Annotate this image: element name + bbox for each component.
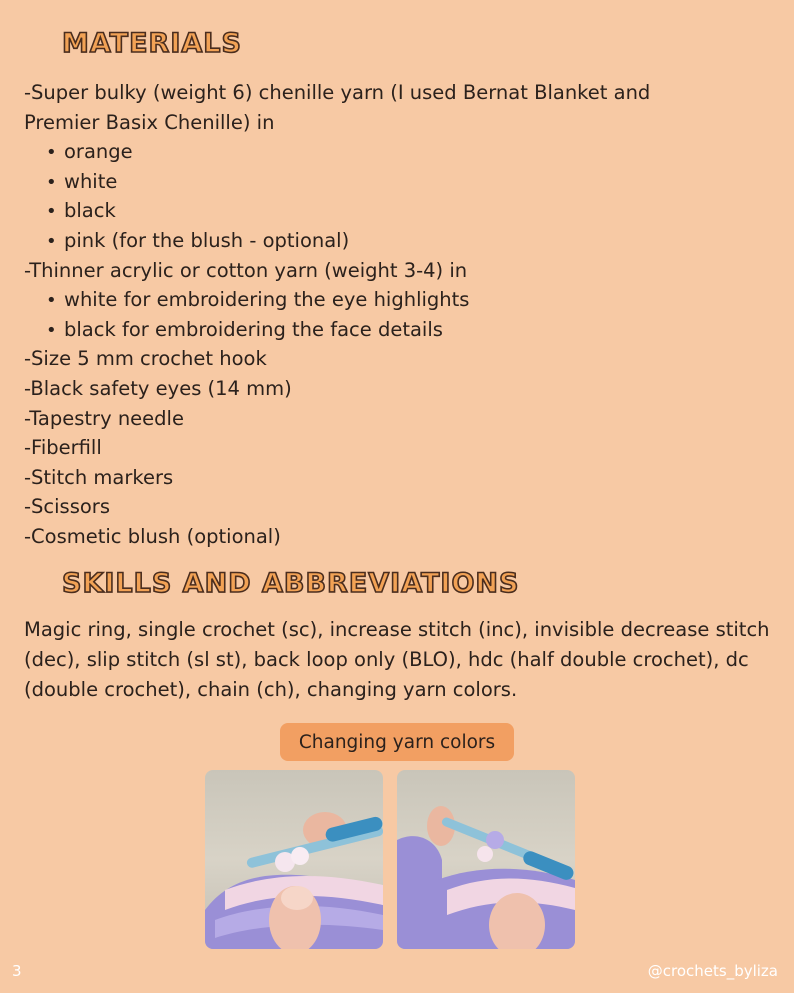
crochet-photo-2-illustration (397, 770, 575, 949)
materials-bullet-item: • black (24, 196, 764, 226)
materials-line: -Fiberfill (24, 436, 102, 460)
materials-line: -Stitch markers (24, 465, 174, 489)
materials-line: -Cosmetic blush (optional) (24, 524, 281, 548)
materials-line: -Thinner acrylic or cotton yarn (weight 3-4) in (24, 258, 468, 282)
materials-bullet-item: • white (24, 167, 764, 197)
crochet-photo-1-illustration (205, 770, 383, 949)
skills-paragraph: Magic ring, single crochet (sc), increase stitch (inc), invisible decrease stitch (dec), slip stitch (sl st), back loop only (BLO), hdc (half double crochet), dc (double crochet), chain (ch), changing yarn colors. (24, 618, 770, 701)
materials-bullet-item: • black for embroidering the face details (24, 315, 764, 345)
author-handle: @crochets_byliza (647, 962, 778, 980)
materials-bullet-item: • white for embroidering the eye highlights (24, 285, 764, 315)
materials-heading: MATERIALS (62, 28, 242, 59)
materials-bullet-item: • orange (24, 137, 764, 167)
crochet-photo-1 (205, 770, 383, 949)
materials-line: -Tapestry needle (24, 406, 184, 430)
materials-line: Premier Basix Chenille) in (24, 110, 275, 134)
materials-line: -Size 5 mm crochet hook (24, 347, 267, 371)
crochet-photo-2 (397, 770, 575, 949)
page-number: 3 (12, 962, 22, 980)
skills-heading: SKILLS AND ABBREVIATIONS (62, 568, 520, 599)
materials-line: -Scissors (24, 495, 110, 519)
materials-line: -Super bulky (weight 6) chenille yarn (I used Bernat Blanket and (24, 81, 651, 104)
materials-list (24, 78, 764, 552)
materials-line: -Black safety eyes (14 mm) (24, 376, 292, 400)
materials-bullet-item: • pink (for the blush - optional) (24, 226, 764, 256)
figure-caption: Changing yarn colors (280, 723, 514, 761)
